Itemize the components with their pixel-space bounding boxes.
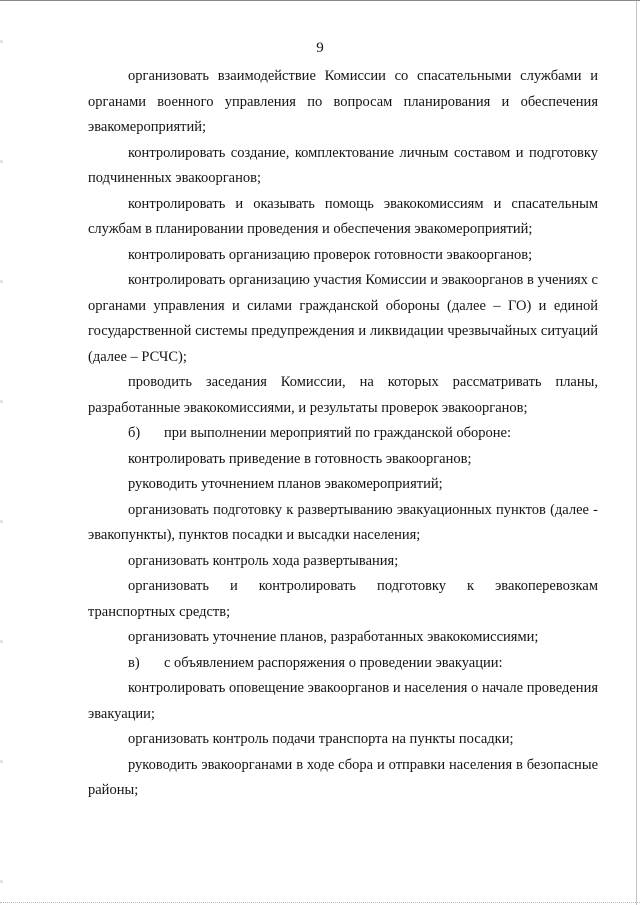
paragraph: контролировать и оказывать помощь эвакокомиссиям и спасательным службам в планировании проведения и обеспечения эвакомероприятий; xyxy=(88,195,598,237)
list-item xyxy=(88,651,598,677)
scan-edge-left xyxy=(0,0,3,905)
paragraph: организовать и контролировать подготовку к эвакоперевозкам транспортных средств; xyxy=(88,578,598,620)
paragraph: контролировать создание, комплектование личным составом и подготовку подчиненных эвакоорганов; xyxy=(88,144,598,186)
paragraph: контролировать организацию проверок готовности эвакоорганов; xyxy=(128,246,533,263)
paragraph: контролировать организацию участия Комиссии и эвакоорганов в учениях с органами управления и силами гражданской обороны (далее – ГО) и единой государственной системы предупреждения и ликвидации чрезвычайных ситуаций (далее – РСЧС); xyxy=(88,272,598,365)
paragraph: организовать подготовку к развертыванию эвакуационных пунктов (далее - эвакопункты), пунктов посадки и высадки населения; xyxy=(88,501,598,543)
list-item-marker: б) xyxy=(128,425,141,441)
document-body xyxy=(88,64,598,804)
list-item-text: с объявлением распоряжения о проведении эвакуации: xyxy=(164,654,503,671)
paragraph: организовать взаимодействие Комиссии со спасательными службами и органами военного управления по вопросам планирования и обеспечения эвакомероприятий; xyxy=(88,68,598,135)
paragraph: организовать контроль подачи транспорта на пункты посадки; xyxy=(128,731,514,747)
paragraph: организовать уточнение планов, разработанных эвакокомиссиями; xyxy=(128,629,539,645)
scan-edge-top xyxy=(0,0,640,5)
paragraph: контролировать оповещение эвакоорганов и населения о начале проведения эвакуации; xyxy=(88,680,598,722)
list-item-text: при выполнении мероприятий по гражданской обороне: xyxy=(164,425,512,441)
paragraph: организовать контроль хода развертывания; xyxy=(128,552,399,569)
paragraph: проводить заседания Комиссии, на которых рассматривать планы, разработанные эвакокомиссиями, и результаты проверок эвакоорганов; xyxy=(88,374,598,416)
paragraph: руководить уточнением планов эвакомероприятий; xyxy=(128,476,443,492)
paragraph: контролировать приведение в готовность эвакоорганов; xyxy=(128,450,472,467)
list-item-marker: в) xyxy=(128,654,140,671)
list-item xyxy=(88,421,598,447)
page-number: 9 xyxy=(316,40,324,56)
scan-edge-bottom xyxy=(0,902,640,903)
paragraph: руководить эвакоорганами в ходе сбора и отправки населения в безопасные районы; xyxy=(88,756,598,798)
scan-edge-right xyxy=(636,0,637,905)
